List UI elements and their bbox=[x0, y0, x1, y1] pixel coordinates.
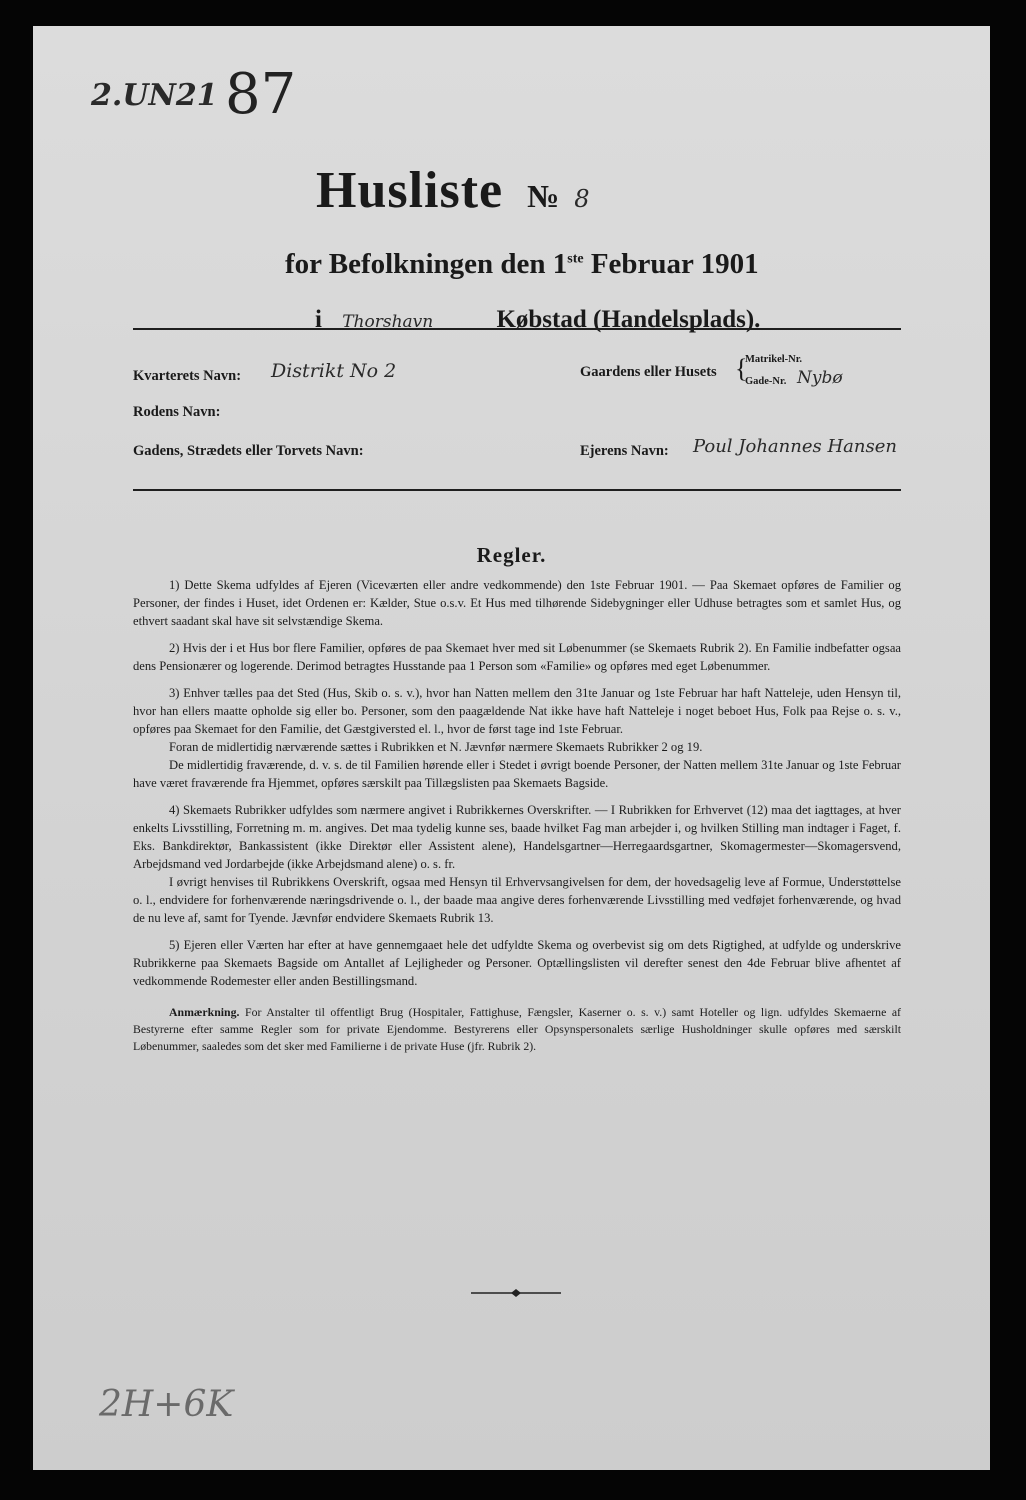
gade-nr-label: Gade-Nr. bbox=[745, 376, 787, 387]
gade-nr-value: Nybø bbox=[797, 368, 843, 388]
rules-body bbox=[133, 576, 901, 1064]
gade-label: Gadens, Strædets eller Torvets Navn: bbox=[133, 443, 364, 459]
rule-paragraph-3: 3) Enhver tælles paa det Sted (Hus, Skib o. s. v.), hvor han Natten mellem den 31te Januar og 1ste Februar har haft Natteleje, uden Hensyn til, hvor han ellers maatte opholde sig eller bo. Personer, som den paagældende Nat ikke have haft Natteleje i noget beboet Hus, Folk paa Rejse o. s. v., opføres paa Skemaet for den Familie, det Gæstgiversted el. l., hvor de først tage ind 1ste Februar. bbox=[133, 686, 901, 736]
fields-divider bbox=[133, 489, 901, 491]
rule-paragraph-2: 2) Hvis der i et Hus bor flere Familier, opføres de paa Skemaet hver med sit Løbenummer (se Skemaets Rubrik 2). En Familie indbefatter ogsaa dens Pensionærer og logerende. Derimod betragtes Husstande paa 1 Person som «Familie» og opføres med eget Løbenummer. bbox=[133, 641, 901, 673]
margin-note-bottom-left: 2H+6K bbox=[99, 1384, 234, 1425]
ejer-value: Poul Johannes Hansen bbox=[693, 436, 897, 457]
ejer-label: Ejerens Navn: bbox=[580, 443, 669, 459]
town-suffix: Købstad (Handelsplads). bbox=[496, 306, 761, 333]
kvarter-label: Kvarterets Navn: bbox=[133, 368, 242, 384]
rule-note bbox=[133, 1004, 901, 1055]
gaard-label: Gaardens eller Husets bbox=[580, 364, 717, 380]
kvarter-value: Distrikt No 2 bbox=[271, 360, 397, 382]
gaard-bracket: { bbox=[735, 354, 748, 383]
page-title bbox=[316, 161, 591, 220]
matrikel-label: Matrikel-Nr. bbox=[745, 354, 803, 365]
ornament-divider bbox=[471, 1288, 561, 1298]
subtitle-post: Februar 1901 bbox=[583, 248, 759, 280]
rule-paragraph-3c: De midlertidig fraværende, d. v. s. de til Familien hørende eller i Stedet i øvrigt boende Personer, der Natten mellem 31te Januar og 1ste Februar have været fraværende fra Hjemmet, opføres særskilt paa Tillægslisten paa Skemaets Bagside. bbox=[133, 758, 901, 790]
subtitle bbox=[285, 248, 759, 281]
town-prefix: i bbox=[315, 306, 322, 333]
document-page bbox=[33, 26, 990, 1470]
top-divider bbox=[133, 328, 901, 330]
note-label: Anmærkning. bbox=[169, 1005, 240, 1019]
rule-paragraph-4: 4) Skemaets Rubrikker udfyldes som nærmere angivet i Rubrikkernes Overskrifter. — I Rubrikken for Erhvervet (12) maa det iagttages, at hver enkelts Livsstilling, Forretning m. m. angives. Det maa tydelig kunne ses, baade hvilket Fag man arbejder i, og hvilken Stilling man indtager i Faget, f. Eks. Bankdirektør, Bankassistent (ikke Direktør eller Assistent alene), Handelsgartner—Herregaardsgartner, Skomagermester—Skomagersvend, Arbejdsmand ved Jordarbejde (ikke Arbejdsmand alene) o. s. fr. bbox=[133, 803, 901, 871]
title-text: Husliste bbox=[316, 162, 504, 219]
rule-paragraph-4b: I øvrigt henvises til Rubrikkens Overskrift, ogsaa med Hensyn til Erhvervsangivelsen for dem, der hovedsagelig leve af Formue, Understøttelse o. l., endvidere for forhenværende næringsdrivende o. l., der baade maa angive deres forhenværende Livsstilling med vedføjet forhenværende, og hvad de nu leve af, samt for Tyende. Jævnfør endvidere Skemaets Rubrik 13. bbox=[133, 875, 901, 925]
margin-note-top-left: 2.UN21 bbox=[91, 78, 218, 113]
margin-note-number: 87 bbox=[225, 62, 297, 127]
note-text: For Anstalter til offentligt Brug (Hospitaler, Fattighuse, Fængsler, Kaserner o. s. v.) samt Hoteller og lign. udfyldes Skemaerne af Bestyrerne efter samme Regler som for private Ejendomme. Bestyrerens eller Opsynspersonalets særlige Husholdninger skulle opføres med særskilt Løbenummer, saaledes som det sker med Familierne i de private Huse (jfr. Rubrik 2). bbox=[133, 1005, 901, 1053]
rule-paragraph-3b: Foran de midlertidig nærværende sættes i Rubrikken et N. Jævnfør nærmere Skemaets Rubrikker 2 og 19. bbox=[169, 740, 703, 754]
subtitle-pre: for Befolkningen den 1 bbox=[285, 248, 568, 280]
rules-heading: Regler. bbox=[476, 543, 547, 567]
rule-paragraph-1: 1) Dette Skema udfyldes af Ejeren (Viceværten eller andre vedkommende) den 1ste Februar 1901. — Paa Skemaet opføres de Familier og Personer, der findes i Huset, idet Ordenen er: Kælder, Stue o.s.v. Et Hus med tilhørende Sidebygninger eller Udhuse betragtes som et samlet Hus, og ethvert saadant skal have sit selvstændige Skema. bbox=[133, 578, 901, 628]
number-label: № bbox=[527, 178, 561, 214]
number-value: 8 bbox=[574, 185, 591, 213]
subtitle-sup: ste bbox=[567, 251, 584, 267]
town-handwritten: Thorshavn bbox=[342, 312, 434, 332]
rule-paragraph-5: 5) Ejeren eller Værten har efter at have gennemgaaet hele det udfyldte Skema og overbevist sig om dets Rigtighed, at udfylde og underskrive Rubrikkerne paa Skemaets Bagside om Antallet af Lejligheder og Personer. Optællingslisten vil derefter senest den 4de Februar blive afhentet af vedkommende Rodemester eller anden Bestillingsmand. bbox=[133, 938, 901, 988]
rode-label: Rodens Navn: bbox=[133, 404, 221, 420]
